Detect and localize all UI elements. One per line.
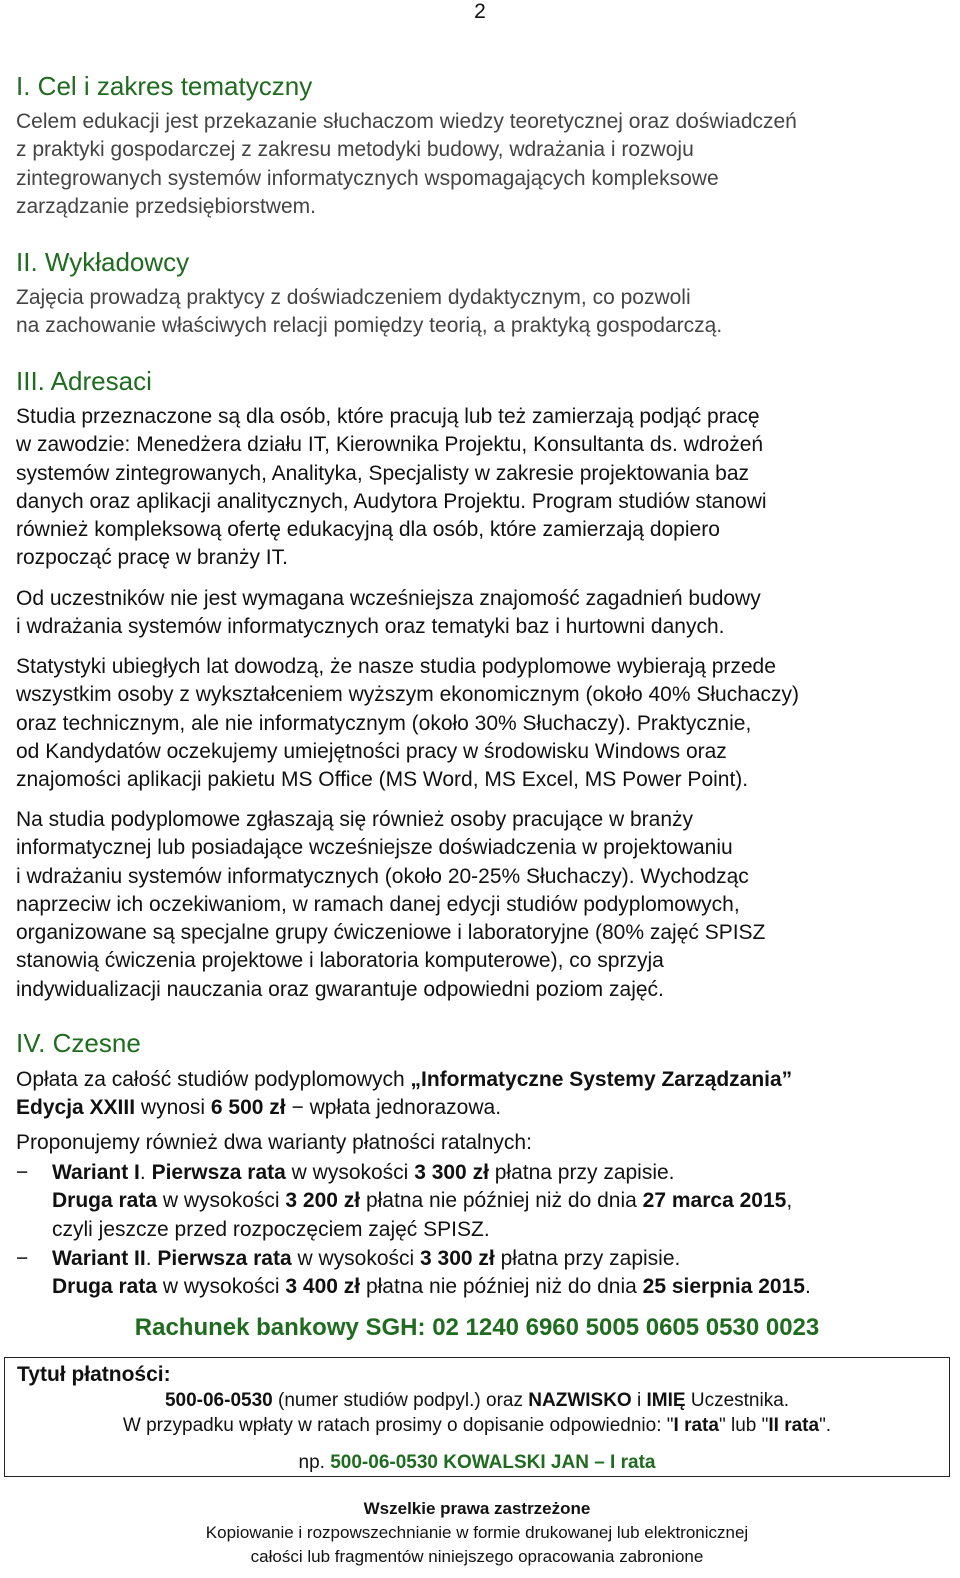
fee-line-1 xyxy=(16,1066,938,1094)
text-line: rozpocząć pracę w branży IT. xyxy=(16,546,288,570)
program-code: 500-06-0530 xyxy=(164,1390,273,1411)
text-line: z praktyki gospodarczej z zakresu metodyki budowy, wdrażania i rozwoju xyxy=(16,138,694,162)
text-line: wszystkim osoby z wykształceniem wyższym ekonomicznym (około 40% Słuchaczy) xyxy=(16,683,800,707)
second-installment-label: Druga rata xyxy=(52,1275,158,1299)
text-line: oraz technicznym, ale nie informatycznym (około 30% Słuchaczy). Praktycznie, xyxy=(16,711,752,735)
text: , xyxy=(786,1189,793,1213)
variant-1-text xyxy=(52,1159,938,1244)
text-line xyxy=(52,1187,938,1215)
dash-bullet: − xyxy=(16,1247,29,1270)
variant-label: Wariant I xyxy=(52,1161,140,1184)
text: " lub " xyxy=(718,1415,769,1436)
fee-text: Opłata za całość studiów podyplomowych xyxy=(16,1068,411,1091)
section-heading-lecturers: II. Wykładowcy xyxy=(16,247,190,277)
first-installment-label: Pierwsza rata xyxy=(157,1247,292,1270)
section-heading-audience: III. Adresaci xyxy=(16,366,152,396)
edition: Edycja XXIII xyxy=(16,1096,136,1120)
audience-paragraph-2 xyxy=(16,585,938,642)
installment-i-label: I rata xyxy=(673,1415,719,1436)
text: płatna nie później niż do dnia xyxy=(360,1275,643,1299)
text: W przypadku wpłaty w ratach prosimy o dopisanie odpowiednio: " xyxy=(122,1415,674,1436)
copyright-line-2: całości lub fragmentów niniejszego opracowania zabronione xyxy=(250,1547,704,1566)
bank-account-number: 02 1240 6960 5005 0605 0530 0023 xyxy=(432,1314,820,1341)
text-line: danych oraz aplikacji analitycznych, Audytora Projektu. Program studiów stanowi xyxy=(16,489,767,513)
program-name: „Informatyczne Systemy Zarządzania” xyxy=(410,1068,793,1091)
text-line: zintegrowanych systemów informatycznych wspomagających kompleksowe xyxy=(16,166,719,190)
text: płatna nie później niż do dnia xyxy=(360,1189,643,1213)
first-installment-amount: 3 300 zł xyxy=(420,1247,495,1270)
text-line xyxy=(52,1273,938,1301)
text-line: i wdrażaniu systemów informatycznych (około 20-25% Słuchaczy). Wychodząc xyxy=(16,864,749,888)
fee-text: − wpłata jednorazowa. xyxy=(285,1096,502,1120)
text-line: informatycznej lub posiadające wcześniejsze doświadczenia w projektowaniu xyxy=(16,836,733,860)
payment-example xyxy=(5,1452,949,1474)
name-placeholder: IMIĘ xyxy=(646,1390,686,1411)
text-line xyxy=(52,1245,938,1273)
text-line: Studia przeznaczone są dla osób, które pracują lub też zamierzają podjąć pracę xyxy=(16,405,760,428)
copyright-line-1: Kopiowanie i rozpowszechnianie w formie drukowanej lub elektronicznej xyxy=(205,1523,749,1542)
second-installment-label: Druga rata xyxy=(52,1189,158,1213)
text: . xyxy=(145,1247,158,1270)
audience-paragraph-4 xyxy=(16,806,938,1004)
text-line: systemów zintegrowanych, Analityka, Specjalisty w zakresie projektowania baz xyxy=(16,461,750,485)
text: (numer studiów podpyl.) oraz xyxy=(272,1390,529,1411)
text-line: również kompleksową ofertę edukacyjną dla osób, które zamierzają dopiero xyxy=(16,518,720,542)
text-line: na zachowanie właściwych relacji pomiędzy teorią, a praktyką gospodarczą. xyxy=(16,314,723,338)
installment-instruction xyxy=(5,1415,949,1437)
text-line: czyli jeszcze przed rozpoczęciem zajęć SPISZ. xyxy=(52,1217,490,1241)
text: płatna przy zapisie. xyxy=(488,1161,675,1184)
text: . xyxy=(804,1275,811,1299)
first-installment-amount: 3 300 zł xyxy=(414,1161,489,1184)
bank-account-line xyxy=(0,1313,954,1343)
fee-amount: 6 500 zł xyxy=(210,1096,286,1120)
second-installment-amount: 3 400 zł xyxy=(285,1275,361,1299)
goal-paragraph xyxy=(16,108,938,221)
page-number: 2 xyxy=(474,0,486,23)
fee-line-2 xyxy=(16,1094,938,1122)
text-line: Celem edukacji jest przekazanie słuchaczom wiedzy teoretycznej oraz doświadczeń xyxy=(16,110,797,133)
audience-paragraph-3 xyxy=(16,653,938,794)
surname-placeholder: NAZWISKO xyxy=(528,1390,632,1411)
text: ". xyxy=(819,1415,832,1436)
text: w wysokości xyxy=(157,1275,286,1299)
due-date: 27 marca 2015 xyxy=(642,1189,787,1213)
fee-paragraph xyxy=(16,1066,938,1123)
copyright-notice: Wszelkie prawa zastrzeżone xyxy=(363,1499,591,1518)
text-line: Na studia podyplomowe zgłaszają się również osoby pracujące w branży xyxy=(16,808,694,831)
text-line: znajomości aplikacji pakietu MS Office (MS Word, MS Excel, MS Power Point). xyxy=(16,768,749,792)
text-line xyxy=(52,1159,938,1187)
text-line: Statystyki ubiegłych lat dowodzą, że nasze studia podyplomowe wybierają przede xyxy=(16,655,776,678)
text-line: stanowią ćwiczenia projektowe i laboratoria komputerowe), co sprzyja xyxy=(16,949,664,973)
variant-label: Wariant II xyxy=(52,1247,146,1270)
text-line: Zajęcia prowadzą praktycy z doświadczeniem dydaktycznym, co pozwoli xyxy=(16,286,691,309)
text-line: organizowane są specjalne grupy ćwiczeniowe i laboratoryjne (80% zajęć SPISZ xyxy=(16,921,766,945)
text-line: i wdrażania systemów informatycznych oraz tematyki baz i hurtowni danych. xyxy=(16,615,725,639)
text: w wysokości xyxy=(291,1247,421,1270)
section-heading-fees: IV. Czesne xyxy=(16,1028,141,1058)
text-line: naprzeciw ich oczekiwaniom, w ramach danej edycji studiów podyplomowych, xyxy=(16,892,740,916)
text: w wysokości xyxy=(157,1189,286,1213)
audience-paragraph-1 xyxy=(16,403,938,573)
text: np. xyxy=(298,1452,331,1473)
text: w wysokości xyxy=(285,1161,415,1184)
payment-title-format xyxy=(5,1390,949,1412)
second-installment-amount: 3 200 zł xyxy=(285,1189,361,1213)
payment-title-heading: Tytuł płatności: xyxy=(17,1363,171,1386)
variant-2-text xyxy=(52,1245,938,1302)
dash-bullet: − xyxy=(16,1161,29,1184)
installments-intro: Proponujemy również dwa warianty płatności ratalnych: xyxy=(16,1131,532,1154)
payment-example-value: 500-06-0530 KOWALSKI JAN – I rata xyxy=(330,1452,656,1473)
text: Uczestnika. xyxy=(685,1390,790,1411)
text-line: indywidualizacji nauczania oraz gwarantuje odpowiedni poziom zajęć. xyxy=(16,977,664,1001)
first-installment-label: Pierwsza rata xyxy=(151,1161,286,1184)
text-line: od Kandydatów oczekujemy umiejętności pracy w środowisku Windows oraz xyxy=(16,739,727,763)
text: płatna przy zapisie. xyxy=(494,1247,681,1270)
payment-title-box xyxy=(4,1357,950,1477)
installment-ii-label: II rata xyxy=(768,1415,820,1436)
text: i xyxy=(631,1390,647,1411)
text: : xyxy=(417,1314,433,1341)
text-line: w zawodzie: Menedżera działu IT, Kierownika Projektu, Konsultanta ds. wdrożeń xyxy=(16,433,764,457)
section-heading-goal: I. Cel i zakres tematyczny xyxy=(16,71,313,101)
fee-text: wynosi xyxy=(135,1096,211,1120)
lecturers-paragraph xyxy=(16,284,938,341)
text-line: Od uczestników nie jest wymagana wcześniejsza znajomość zagadnień budowy xyxy=(16,587,761,610)
text: . xyxy=(139,1161,152,1184)
bank-account-label: Rachunek bankowy SGH xyxy=(134,1314,418,1341)
text-line: zarządzanie przedsiębiorstwem. xyxy=(16,194,316,218)
due-date: 25 sierpnia 2015 xyxy=(642,1275,805,1299)
